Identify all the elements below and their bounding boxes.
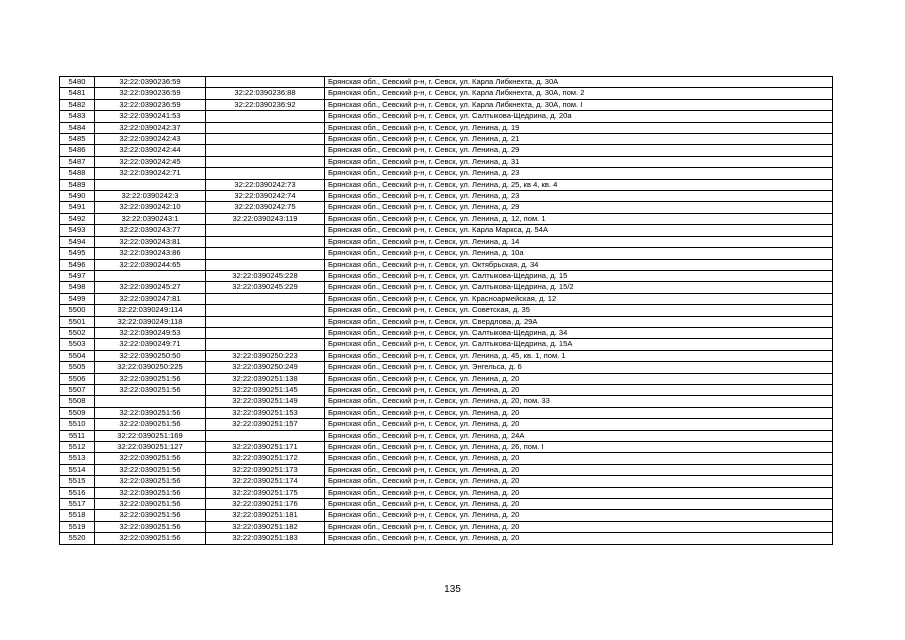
table-row (60, 327, 833, 338)
related-cadastral-number-cell: 32:22:0390251:173 (206, 464, 325, 475)
related-cadastral-number-cell: 32:22:0390251:176 (206, 499, 325, 510)
address-cell: Брянская обл., Севский р-н, г. Севск, ул. Ленина, д. 20 (325, 533, 833, 544)
address-cell: Брянская обл., Севский р-н, г. Севск, ул. Ленина, д. 29 (325, 202, 833, 213)
table-row (60, 213, 833, 224)
table-row (60, 510, 833, 521)
related-cadastral-number-cell: 32:22:0390245:229 (206, 282, 325, 293)
cadastral-number-cell (95, 179, 206, 190)
table-row (60, 521, 833, 532)
related-cadastral-number-cell (206, 111, 325, 122)
table-row (60, 282, 833, 293)
address-cell: Брянская обл., Севский р-н, г. Севск, ул. Салтыкова-Щедрина, д. 20а (325, 111, 833, 122)
address-cell: Брянская обл., Севский р-н, г. Севск, ул. Октябрьская, д. 34 (325, 259, 833, 270)
cadastral-number-cell: 32:22:0390250:50 (95, 350, 206, 361)
address-cell: Брянская обл., Севский р-н, г. Севск, ул. Ленина, д. 26, пом. I (325, 442, 833, 453)
row-number-cell: 5494 (60, 236, 95, 247)
row-number-cell: 5510 (60, 419, 95, 430)
cadastral-number-cell (95, 396, 206, 407)
cadastral-number-cell: 32:22:0390250:225 (95, 362, 206, 373)
row-number-cell: 5490 (60, 191, 95, 202)
row-number-cell: 5507 (60, 384, 95, 395)
table-row (60, 419, 833, 430)
related-cadastral-number-cell (206, 293, 325, 304)
row-number-cell: 5486 (60, 145, 95, 156)
cadastral-number-cell: 32:22:0390241:53 (95, 111, 206, 122)
address-cell: Брянская обл., Севский р-н, г. Севск, ул. Ленина, д. 45, кв. 1, пом. 1 (325, 350, 833, 361)
row-number-cell: 5501 (60, 316, 95, 327)
related-cadastral-number-cell (206, 248, 325, 259)
cadastral-number-cell: 32:22:0390251:56 (95, 476, 206, 487)
address-cell: Брянская обл., Севский р-н, г. Севск, ул. Ленина, д. 25, кв 4, кв. 4 (325, 179, 833, 190)
address-cell: Брянская обл., Севский р-н, г. Севск, ул. Ленина, д. 20 (325, 407, 833, 418)
cadastral-number-cell: 32:22:0390242:10 (95, 202, 206, 213)
related-cadastral-number-cell: 32:22:0390243:119 (206, 213, 325, 224)
property-table (59, 76, 833, 545)
related-cadastral-number-cell: 32:22:0390251:175 (206, 487, 325, 498)
related-cadastral-number-cell: 32:22:0390236:88 (206, 88, 325, 99)
cadastral-number-cell: 32:22:0390251:56 (95, 533, 206, 544)
address-cell: Брянская обл., Севский р-н, г. Севск, ул. Ленина, д. 29 (325, 145, 833, 156)
table-row (60, 111, 833, 122)
cadastral-number-cell: 32:22:0390243:86 (95, 248, 206, 259)
related-cadastral-number-cell: 32:22:0390236:92 (206, 99, 325, 110)
table-row (60, 430, 833, 441)
related-cadastral-number-cell (206, 236, 325, 247)
cadastral-number-cell: 32:22:0390251:56 (95, 407, 206, 418)
row-number-cell: 5496 (60, 259, 95, 270)
cadastral-number-cell: 32:22:0390249:71 (95, 339, 206, 350)
related-cadastral-number-cell: 32:22:0390251:181 (206, 510, 325, 521)
cadastral-number-cell: 32:22:0390247:81 (95, 293, 206, 304)
row-number-cell: 5499 (60, 293, 95, 304)
address-cell: Брянская обл., Севский р-н, г. Севск, ул. Ленина, д. 12, пом. 1 (325, 213, 833, 224)
row-number-cell: 5516 (60, 487, 95, 498)
table-row (60, 476, 833, 487)
address-cell: Брянская обл., Севский р-н, г. Севск, ул. Карла Либкнехта, д. 30А, пом. I (325, 99, 833, 110)
table-row (60, 396, 833, 407)
table-row (60, 464, 833, 475)
row-number-cell: 5509 (60, 407, 95, 418)
row-number-cell: 5511 (60, 430, 95, 441)
address-cell: Брянская обл., Севский р-н, г. Севск, ул. Красноармейская, д. 12 (325, 293, 833, 304)
address-cell: Брянская обл., Севский р-н, г. Севск, ул. Ленина, д. 20 (325, 521, 833, 532)
related-cadastral-number-cell: 32:22:0390251:145 (206, 384, 325, 395)
address-cell: Брянская обл., Севский р-н, г. Севск, ул. Ленина, д. 10а (325, 248, 833, 259)
address-cell: Брянская обл., Севский р-н, г. Севск, ул. Ленина, д. 20 (325, 487, 833, 498)
cadastral-number-cell: 32:22:0390251:56 (95, 487, 206, 498)
table-row (60, 442, 833, 453)
table-row (60, 225, 833, 236)
address-cell: Брянская обл., Севский р-н, г. Севск, ул. Советская, д. 35 (325, 305, 833, 316)
row-number-cell: 5520 (60, 533, 95, 544)
table-row (60, 77, 833, 88)
related-cadastral-number-cell: 32:22:0390242:75 (206, 202, 325, 213)
address-cell: Брянская обл., Севский р-н, г. Севск, ул. Карла Либкнехта, д. 30А, пом. 2 (325, 88, 833, 99)
row-number-cell: 5512 (60, 442, 95, 453)
table-row (60, 533, 833, 544)
table-row (60, 362, 833, 373)
table-row (60, 305, 833, 316)
table-row (60, 316, 833, 327)
row-number-cell: 5485 (60, 134, 95, 145)
cadastral-number-cell: 32:22:0390249:53 (95, 327, 206, 338)
related-cadastral-number-cell: 32:22:0390251:182 (206, 521, 325, 532)
table-row (60, 168, 833, 179)
cadastral-number-cell: 32:22:0390251:56 (95, 499, 206, 510)
table-row (60, 407, 833, 418)
address-cell: Брянская обл., Севский р-н, г. Севск, ул. Ленина, д. 20 (325, 476, 833, 487)
cadastral-number-cell: 32:22:0390242:44 (95, 145, 206, 156)
related-cadastral-number-cell: 32:22:0390251:138 (206, 373, 325, 384)
related-cadastral-number-cell: 32:22:0390251:183 (206, 533, 325, 544)
address-cell: Брянская обл., Севский р-н, г. Севск, ул. Карла Либкнехта, д. 30А (325, 77, 833, 88)
related-cadastral-number-cell (206, 145, 325, 156)
address-cell: Брянская обл., Севский р-н, г. Севск, ул. Ленина, д. 21 (325, 134, 833, 145)
table-row (60, 373, 833, 384)
address-cell: Брянская обл., Севский р-н, г. Севск, ул. Ленина, д. 20 (325, 510, 833, 521)
cadastral-number-cell: 32:22:0390242:71 (95, 168, 206, 179)
address-cell: Брянская обл., Севский р-н, г. Севск, ул. Ленина, д. 20 (325, 419, 833, 430)
address-cell: Брянская обл., Севский р-н, г. Севск, ул. Ленина, д. 19 (325, 122, 833, 133)
row-number-cell: 5503 (60, 339, 95, 350)
cadastral-number-cell: 32:22:0390251:169 (95, 430, 206, 441)
related-cadastral-number-cell (206, 122, 325, 133)
cadastral-number-cell (95, 270, 206, 281)
row-number-cell: 5493 (60, 225, 95, 236)
address-cell: Брянская обл., Севский р-н, г. Севск, ул. Ленина, д. 20, пом. 33 (325, 396, 833, 407)
property-table-body (60, 77, 833, 545)
related-cadastral-number-cell: 32:22:0390242:74 (206, 191, 325, 202)
cadastral-number-cell: 32:22:0390251:56 (95, 419, 206, 430)
cadastral-number-cell: 32:22:0390249:118 (95, 316, 206, 327)
cadastral-number-cell: 32:22:0390251:56 (95, 373, 206, 384)
address-cell: Брянская обл., Севский р-н, г. Севск, ул. Ленина, д. 20 (325, 384, 833, 395)
table-row (60, 339, 833, 350)
related-cadastral-number-cell (206, 327, 325, 338)
related-cadastral-number-cell (206, 430, 325, 441)
row-number-cell: 5504 (60, 350, 95, 361)
related-cadastral-number-cell (206, 156, 325, 167)
row-number-cell: 5500 (60, 305, 95, 316)
table-row (60, 487, 833, 498)
table-row (60, 202, 833, 213)
cadastral-number-cell: 32:22:0390251:127 (95, 442, 206, 453)
row-number-cell: 5497 (60, 270, 95, 281)
cadastral-number-cell: 32:22:0390249:114 (95, 305, 206, 316)
address-cell: Брянская обл., Севский р-н, г. Севск, ул. Салтыкова-Щедрина, д. 15 (325, 270, 833, 281)
address-cell: Брянская обл., Севский р-н, г. Севск, ул. Ленина, д. 23 (325, 191, 833, 202)
cadastral-number-cell: 32:22:0390251:56 (95, 384, 206, 395)
table-row (60, 145, 833, 156)
address-cell: Брянская обл., Севский р-н, г. Севск, ул. Ленина, д. 14 (325, 236, 833, 247)
related-cadastral-number-cell: 32:22:0390251:157 (206, 419, 325, 430)
row-number-cell: 5518 (60, 510, 95, 521)
address-cell: Брянская обл., Севский р-н, г. Севск, ул. Карла Маркса, д. 54А (325, 225, 833, 236)
related-cadastral-number-cell: 32:22:0390250:249 (206, 362, 325, 373)
row-number-cell: 5515 (60, 476, 95, 487)
row-number-cell: 5487 (60, 156, 95, 167)
related-cadastral-number-cell (206, 134, 325, 145)
cadastral-number-cell: 32:22:0390244:65 (95, 259, 206, 270)
address-cell: Брянская обл., Севский р-н, г. Севск, ул. Ленина, д. 20 (325, 373, 833, 384)
table-row (60, 270, 833, 281)
table-row (60, 259, 833, 270)
address-cell: Брянская обл., Севский р-н, г. Севск, ул. Ленина, д. 31 (325, 156, 833, 167)
row-number-cell: 5480 (60, 77, 95, 88)
cadastral-number-cell: 32:22:0390242:45 (95, 156, 206, 167)
row-number-cell: 5513 (60, 453, 95, 464)
cadastral-number-cell: 32:22:0390242:3 (95, 191, 206, 202)
related-cadastral-number-cell (206, 339, 325, 350)
row-number-cell: 5483 (60, 111, 95, 122)
row-number-cell: 5519 (60, 521, 95, 532)
row-number-cell: 5492 (60, 213, 95, 224)
row-number-cell: 5482 (60, 99, 95, 110)
table-row (60, 134, 833, 145)
cadastral-number-cell: 32:22:0390242:37 (95, 122, 206, 133)
row-number-cell: 5495 (60, 248, 95, 259)
related-cadastral-number-cell: 32:22:0390251:171 (206, 442, 325, 453)
related-cadastral-number-cell: 32:22:0390251:149 (206, 396, 325, 407)
cadastral-number-cell: 32:22:0390245:27 (95, 282, 206, 293)
row-number-cell: 5489 (60, 179, 95, 190)
address-cell: Брянская обл., Севский р-н, г. Севск, ул. Энгельса, д. 6 (325, 362, 833, 373)
table-row (60, 499, 833, 510)
cadastral-number-cell: 32:22:0390251:56 (95, 510, 206, 521)
row-number-cell: 5498 (60, 282, 95, 293)
address-cell: Брянская обл., Севский р-н, г. Севск, ул. Салтыкова-Щедрина, д. 15А (325, 339, 833, 350)
row-number-cell: 5506 (60, 373, 95, 384)
row-number-cell: 5517 (60, 499, 95, 510)
cadastral-number-cell: 32:22:0390243:77 (95, 225, 206, 236)
table-row (60, 384, 833, 395)
related-cadastral-number-cell: 32:22:0390250:223 (206, 350, 325, 361)
table-row (60, 179, 833, 190)
related-cadastral-number-cell (206, 168, 325, 179)
table-row (60, 88, 833, 99)
cadastral-number-cell: 32:22:0390236:59 (95, 77, 206, 88)
address-cell: Брянская обл., Севский р-н, г. Севск, ул. Ленина, д. 23 (325, 168, 833, 179)
address-cell: Брянская обл., Севский р-н, г. Севск, ул. Свердлова, д. 29А (325, 316, 833, 327)
cadastral-number-cell: 32:22:0390236:59 (95, 99, 206, 110)
table-row (60, 453, 833, 464)
table-row (60, 350, 833, 361)
row-number-cell: 5505 (60, 362, 95, 373)
address-cell: Брянская обл., Севский р-н, г. Севск, ул. Ленина, д. 20 (325, 453, 833, 464)
table-row (60, 191, 833, 202)
related-cadastral-number-cell (206, 316, 325, 327)
row-number-cell: 5508 (60, 396, 95, 407)
row-number-cell: 5481 (60, 88, 95, 99)
table-row (60, 248, 833, 259)
page-number: 135 (444, 584, 461, 595)
cadastral-number-cell: 32:22:0390243:1 (95, 213, 206, 224)
related-cadastral-number-cell: 32:22:0390242:73 (206, 179, 325, 190)
related-cadastral-number-cell (206, 225, 325, 236)
table-row (60, 122, 833, 133)
table-row (60, 156, 833, 167)
table-row (60, 99, 833, 110)
cadastral-number-cell: 32:22:0390243:81 (95, 236, 206, 247)
row-number-cell: 5488 (60, 168, 95, 179)
address-cell: Брянская обл., Севский р-н, г. Севск, ул. Салтыкова-Щедрина, д. 15/2 (325, 282, 833, 293)
related-cadastral-number-cell: 32:22:0390251:174 (206, 476, 325, 487)
related-cadastral-number-cell: 32:22:0390245:228 (206, 270, 325, 281)
related-cadastral-number-cell (206, 77, 325, 88)
related-cadastral-number-cell: 32:22:0390251:153 (206, 407, 325, 418)
related-cadastral-number-cell (206, 259, 325, 270)
row-number-cell: 5514 (60, 464, 95, 475)
row-number-cell: 5502 (60, 327, 95, 338)
related-cadastral-number-cell (206, 305, 325, 316)
cadastral-number-cell: 32:22:0390236:59 (95, 88, 206, 99)
address-cell: Брянская обл., Севский р-н, г. Севск, ул. Ленина, д. 20 (325, 464, 833, 475)
table-row (60, 293, 833, 304)
cadastral-number-cell: 32:22:0390251:56 (95, 453, 206, 464)
row-number-cell: 5484 (60, 122, 95, 133)
cadastral-number-cell: 32:22:0390251:56 (95, 464, 206, 475)
cadastral-number-cell: 32:22:0390242:43 (95, 134, 206, 145)
table-row (60, 236, 833, 247)
related-cadastral-number-cell: 32:22:0390251:172 (206, 453, 325, 464)
address-cell: Брянская обл., Севский р-н, г. Севск, ул. Ленина, д. 20 (325, 499, 833, 510)
address-cell: Брянская обл., Севский р-н, г. Севск, ул. Салтыкова-Щедрина, д. 34 (325, 327, 833, 338)
row-number-cell: 5491 (60, 202, 95, 213)
address-cell: Брянская обл., Севский р-н, г. Севск, ул. Ленина, д. 24А (325, 430, 833, 441)
cadastral-number-cell: 32:22:0390251:56 (95, 521, 206, 532)
